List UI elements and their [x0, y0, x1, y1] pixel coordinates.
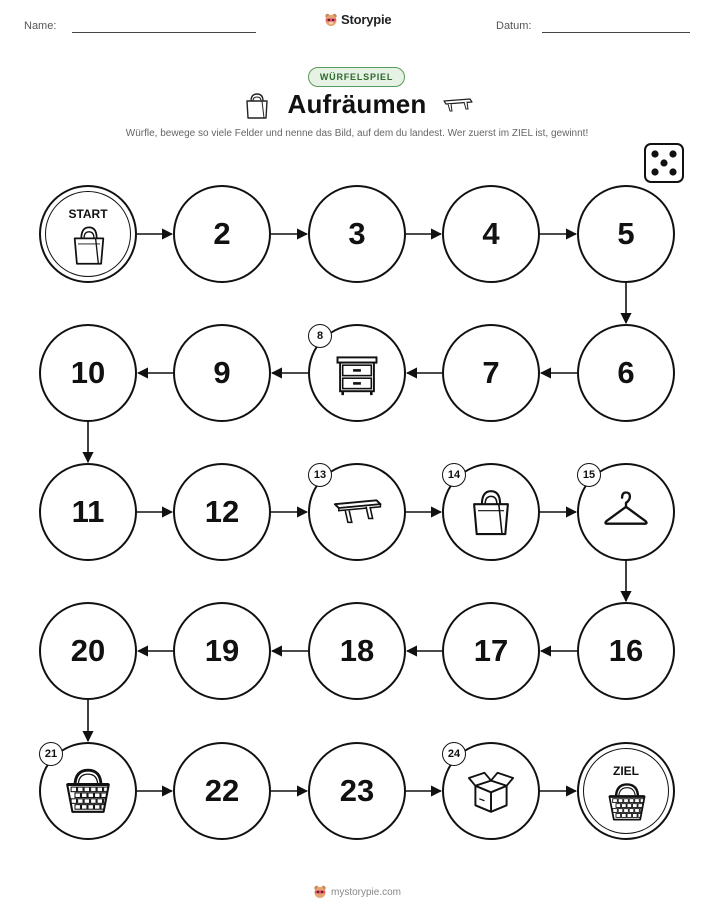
cell-number: 5	[617, 216, 635, 251]
board-cell-15	[577, 463, 675, 561]
nightstand-icon	[331, 347, 383, 404]
cell-number: 6	[617, 355, 635, 390]
cell-number: 9	[213, 355, 231, 390]
cell-number: 23	[339, 773, 375, 808]
board-cell-17	[442, 602, 540, 700]
footer	[0, 885, 714, 899]
hanger-icon	[600, 486, 652, 543]
footer-url: mystorypie.com	[330, 886, 401, 898]
board-cell-18	[308, 602, 406, 700]
game-type-badge: WÜRFELSPIEL	[308, 67, 405, 87]
page-title: Aufräumen	[287, 89, 427, 119]
shopping-bag-icon	[465, 486, 517, 543]
basket-icon	[62, 765, 114, 822]
box-icon	[465, 765, 517, 822]
board-cell-22	[173, 742, 271, 840]
cell-number: 18	[339, 633, 375, 668]
board-cell-14	[442, 463, 540, 561]
cell-number-badge: 13	[308, 463, 332, 487]
board-cell-11	[39, 463, 137, 561]
cell-number: 19	[204, 633, 240, 668]
board-cell-21	[39, 742, 137, 840]
cell-number-badge: 21	[39, 742, 63, 766]
board-cell-20	[39, 602, 137, 700]
cell-number: 3	[348, 216, 366, 251]
basket-icon	[605, 780, 649, 829]
board-cell-12	[173, 463, 271, 561]
cell-number: 10	[70, 355, 106, 390]
start-label: START	[68, 207, 108, 221]
board-cell-6	[577, 324, 675, 422]
date-label: Datum:	[496, 20, 532, 32]
cell-number: 16	[608, 633, 644, 668]
cell-number-badge: 14	[442, 463, 466, 487]
cell-number: 2	[213, 216, 231, 251]
storypie-footer-icon	[313, 885, 327, 899]
board-cell-7	[442, 324, 540, 422]
board-cell-4	[442, 185, 540, 283]
board-cell-25	[577, 742, 675, 840]
board-cell-13	[308, 463, 406, 561]
brand-name: Storypie	[341, 12, 392, 27]
cell-number: 11	[71, 494, 105, 529]
board-cell-9	[173, 324, 271, 422]
cell-number-badge: 24	[442, 742, 466, 766]
cell-number: 20	[70, 633, 106, 668]
instructions: Würfle, bewege so viele Felder und nenne das Bild, auf dem du landest. Wer zuerst im ZIEL ist, gewinnt!	[125, 128, 589, 139]
board-cell-16	[577, 602, 675, 700]
board-cell-3	[308, 185, 406, 283]
cell-number: 22	[204, 773, 240, 808]
goal-label: ZIEL	[613, 764, 639, 778]
board-cell-2	[173, 185, 271, 283]
cell-number: 7	[482, 355, 500, 390]
board-cell-24	[442, 742, 540, 840]
board-cell-5	[577, 185, 675, 283]
board-cell-10	[39, 324, 137, 422]
shelf-icon	[331, 486, 383, 543]
board-cell-19	[173, 602, 271, 700]
cell-number: 12	[204, 494, 240, 529]
board-cell-1	[39, 185, 137, 283]
board-cell-23	[308, 742, 406, 840]
name-label: Name:	[24, 20, 57, 32]
cell-number: 4	[482, 216, 500, 251]
cell-number: 17	[473, 633, 509, 668]
shopping-bag-icon	[67, 223, 111, 272]
cell-number-badge: 15	[577, 463, 601, 487]
board-cell-8	[308, 324, 406, 422]
cell-number-badge: 8	[308, 324, 332, 348]
